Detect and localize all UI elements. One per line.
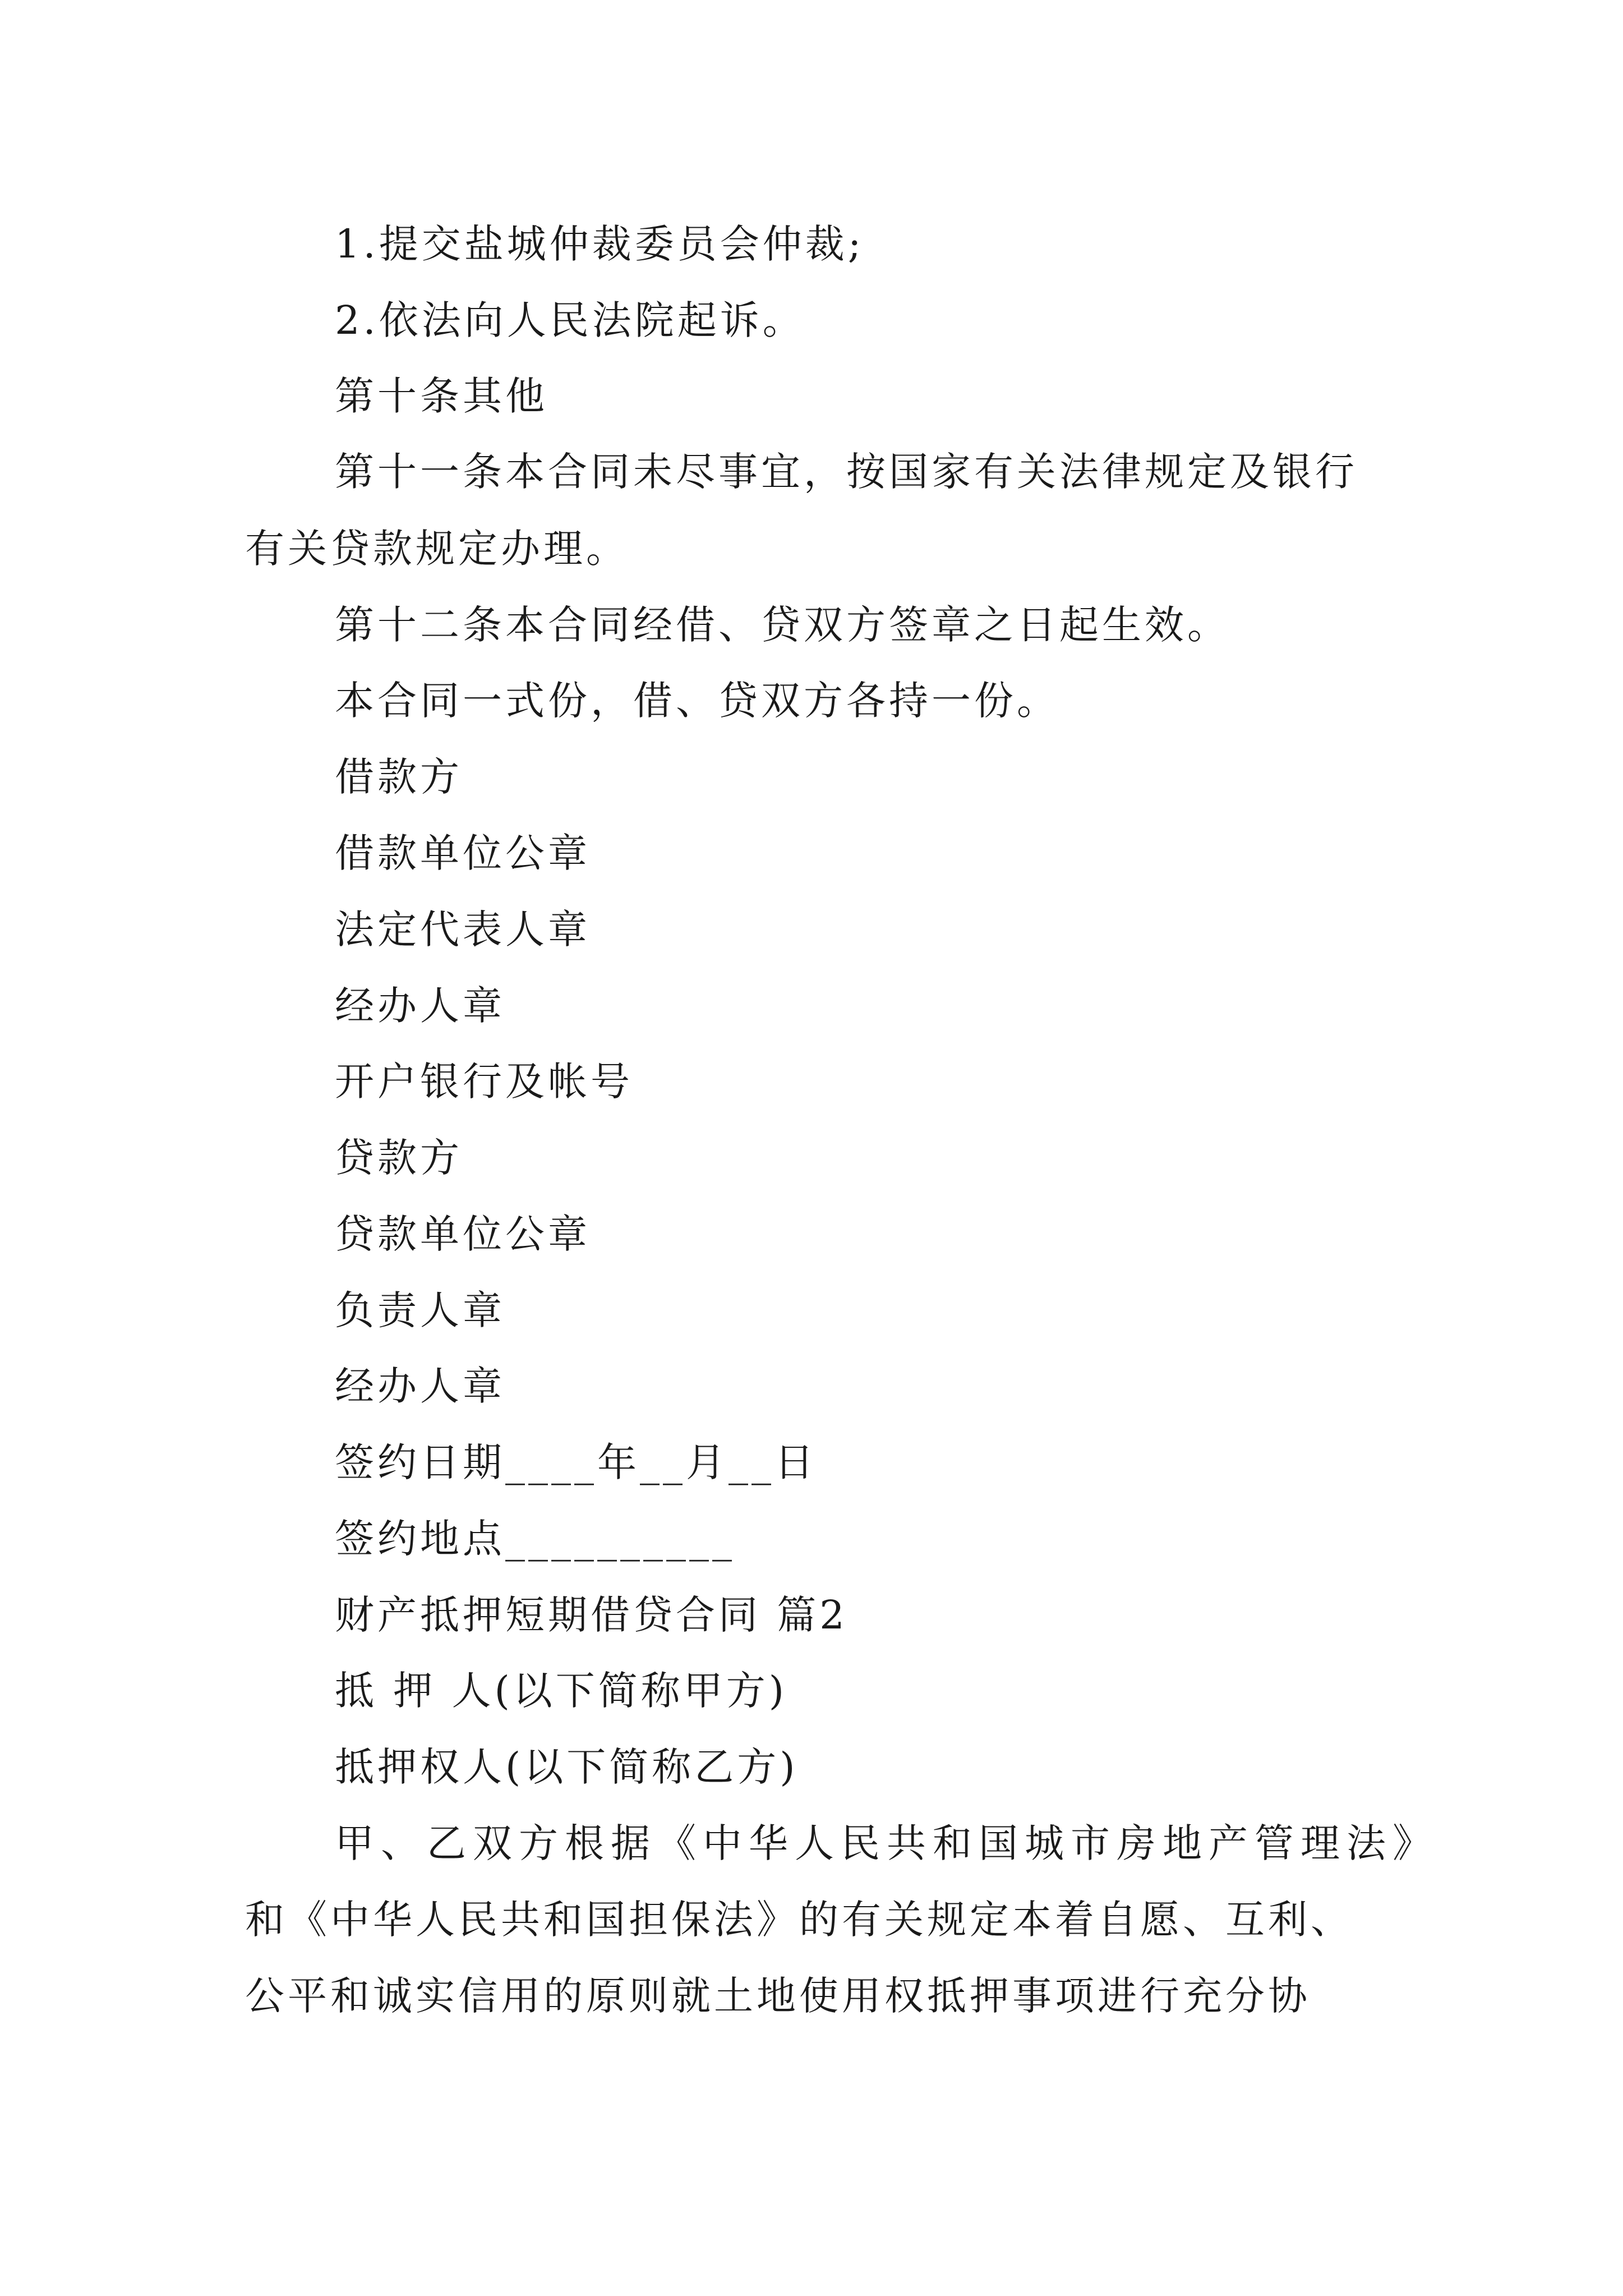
paragraph-line: 和《中华人民共和国担保法》的有关规定本着自愿、互利、 — [245, 1897, 1353, 1943]
signature-label: 法定代表人章 — [335, 907, 591, 953]
signature-label: 负责人章 — [335, 1287, 505, 1333]
paragraph-line: 1.提交盐城仲裁委员会仲裁; — [335, 221, 865, 267]
paragraph-line: 第十二条本合同经借、贷双方签章之日起生效。 — [335, 602, 1230, 648]
signature-label: 经办人章 — [335, 1363, 505, 1409]
paragraph-line: 本合同一式份，借、贷双方各持一份。 — [335, 678, 1059, 724]
signature-label: 开户银行及帐号 — [335, 1059, 633, 1105]
signature-label: 贷款方 — [335, 1135, 463, 1181]
date-field: 签约日期____年__月__日 — [335, 1439, 817, 1485]
contract-title: 财产抵押短期借贷合同 篇2 — [335, 1592, 848, 1638]
location-field: 签约地点__________ — [335, 1516, 735, 1562]
party-label: 抵押权人(以下简称乙方) — [335, 1744, 799, 1790]
signature-label: 贷款单位公章 — [335, 1211, 591, 1257]
party-label: 抵 押 人(以下简称甲方) — [335, 1668, 788, 1714]
paragraph-line: 甲、乙双方根据《中华人民共和国城市房地产管理法》 — [335, 1820, 1438, 1866]
signature-label: 借款单位公章 — [335, 830, 591, 876]
paragraph-line: 2.依法向人民法院起诉。 — [335, 297, 805, 343]
section-heading: 第十条其他 — [335, 373, 548, 419]
paragraph-line: 第十一条本合同未尽事宜，按国家有关法律规定及银行 — [335, 449, 1358, 495]
signature-label: 借款方 — [335, 754, 463, 800]
paragraph-line: 公平和诚实信用的原则就土地使用权抵押事项进行充分协 — [245, 1973, 1311, 2019]
signature-label: 经办人章 — [335, 983, 505, 1029]
paragraph-line: 有关贷款规定办理。 — [245, 526, 629, 572]
